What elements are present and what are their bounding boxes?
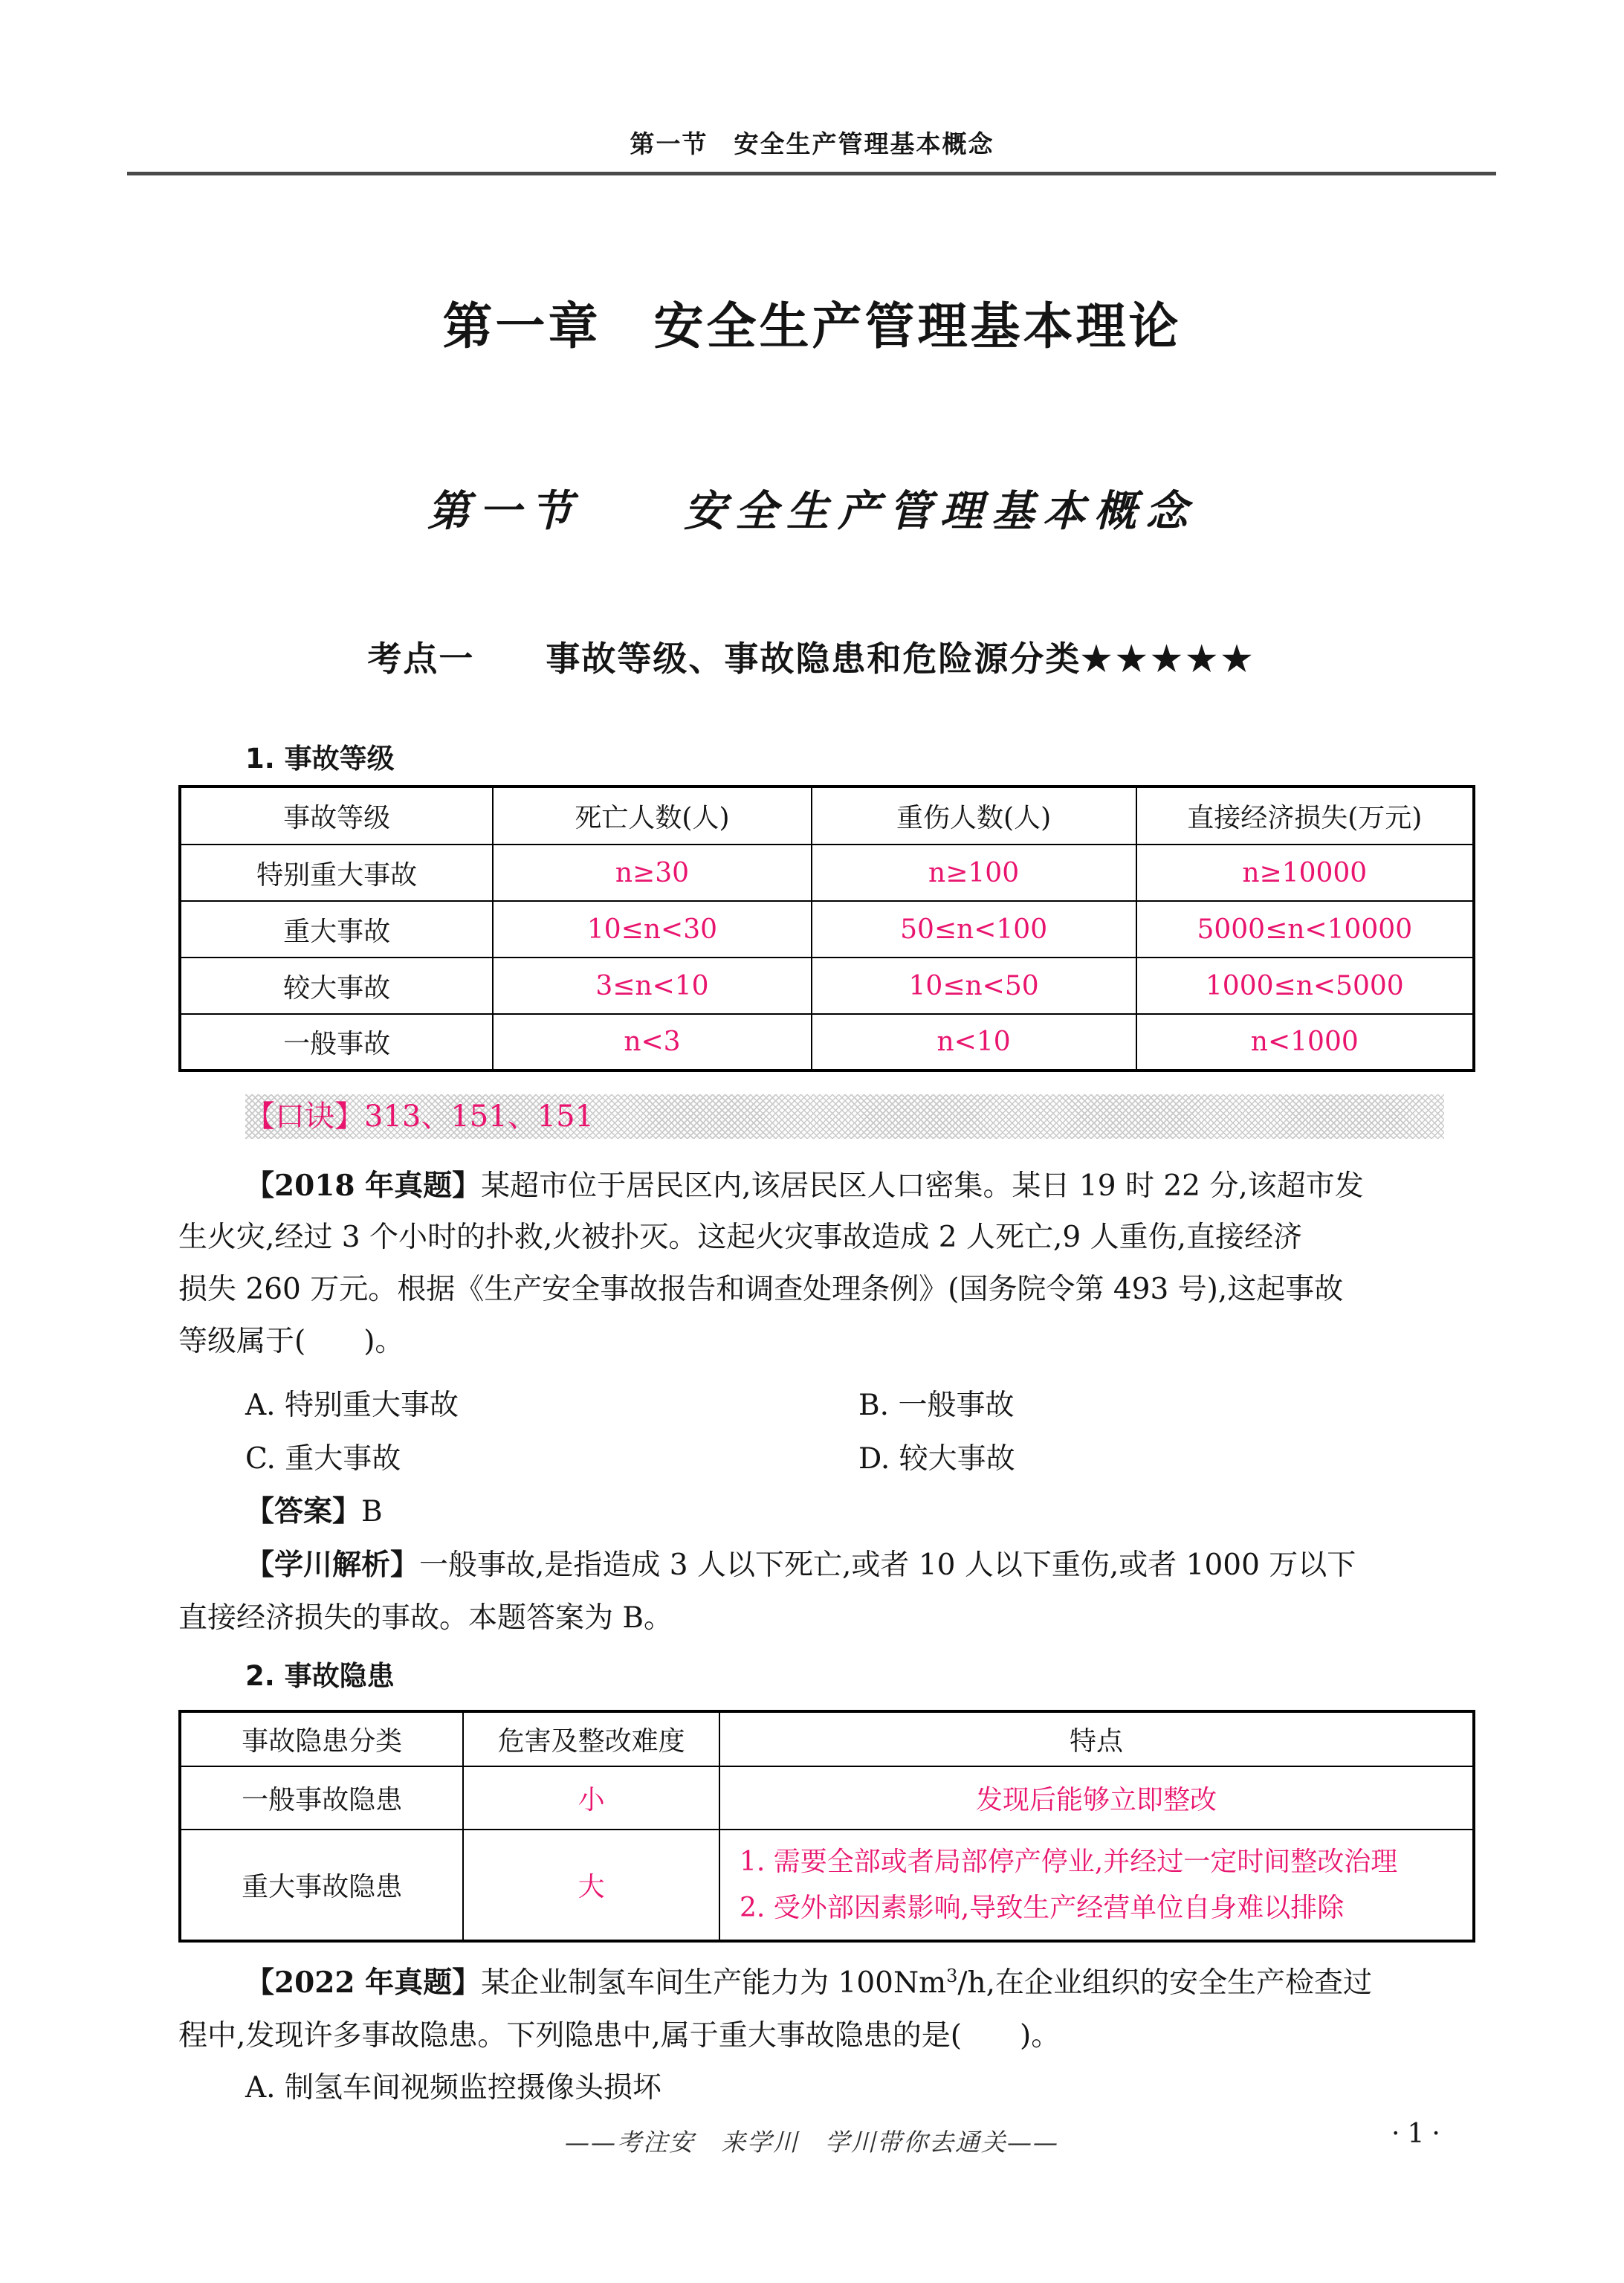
value-cell: n<10 (812, 1014, 1136, 1071)
question-2018-line2: 生火灾,经过 3 个小时的扑救,火被扑灭。这起火灾事故造成 2 人死亡,9 人重伤,直接经济 (178, 1221, 1303, 1254)
value-cell: n<1000 (1136, 1014, 1474, 1071)
analysis-line1-text: 一般事故,是指造成 3 人以下死亡,或者 10 人以下重伤,或者 1000 万以下 (419, 1549, 1356, 1582)
difficulty-cell: 大 (463, 1830, 719, 1941)
table-row (180, 1830, 1474, 1941)
mnemonic-strip (245, 1094, 1444, 1139)
category-cell: 一般事故隐患 (180, 1766, 463, 1830)
value-cell: 1000≤n<5000 (1136, 958, 1474, 1014)
value-cell: 3≤n<10 (493, 958, 811, 1014)
subhead-hidden-dangers: 2. 事故隐患 (245, 1660, 395, 1692)
question-2022-option-a: A. 制氢车间视频监控摄像头损坏 (245, 2071, 661, 2105)
col-header: 重伤人数(人) (812, 787, 1136, 845)
question-2018-line1-text: 某超市位于居民区内,该居民区人口密集。某日 19 时 22 分,该超市发 (481, 1169, 1364, 1203)
value-cell: 50≤n<100 (812, 901, 1136, 958)
star-rating: ★★★★★ (1081, 639, 1257, 679)
level-cell: 重大事故 (180, 901, 493, 958)
level-cell: 特别重大事故 (180, 845, 493, 901)
answer-line (245, 1493, 383, 1531)
value-cell: n≥10000 (1136, 845, 1474, 901)
col-header: 事故隐患分类 (180, 1711, 463, 1766)
question-2018-line1 (245, 1167, 1364, 1205)
chapter-title: 第一章 安全生产管理基本理论 (442, 297, 1182, 355)
page-number: ·1· (1391, 2119, 1448, 2149)
col-header: 特点 (719, 1711, 1474, 1766)
table-row (180, 1014, 1474, 1071)
superscript-cube: 3 (946, 1966, 958, 1986)
analysis-lead: 【学川解析】 (245, 1548, 420, 1582)
footer-slogan: ——考注安 来学川 学川带你去通关—— (565, 2128, 1059, 2157)
key-point-heading (0, 632, 1624, 681)
category-cell: 重大事故隐患 (180, 1830, 463, 1941)
analysis-line2: 直接经济损失的事故。本题答案为 B。 (178, 1601, 673, 1635)
option-b: B. 一般事故 (858, 1389, 1015, 1422)
option-a: A. 特别重大事故 (245, 1389, 459, 1422)
table-row (180, 958, 1474, 1014)
table-row (180, 845, 1474, 901)
features-cell: 发现后能够立即整改 (719, 1766, 1474, 1830)
col-header: 直接经济损失(万元) (1136, 787, 1474, 845)
col-header: 危害及整改难度 (463, 1711, 719, 1766)
subhead-accident-levels: 1. 事故等级 (245, 743, 395, 775)
question-2018-line3: 损失 260 万元。根据《生产安全事故报告和调查处理条例》(国务院令第 493 号),这起事故 (178, 1273, 1344, 1306)
question-2022-lead: 【2022 年真题】 (245, 1966, 482, 2000)
level-cell: 较大事故 (180, 958, 493, 1014)
accident-level-table (178, 785, 1475, 1072)
question-2018-line4: 等级属于( )。 (178, 1325, 404, 1358)
analysis-line1 (245, 1546, 1356, 1584)
feature-item: 2. 受外部因素影响,导致生产经营单位自身难以排除 (739, 1892, 1345, 1923)
question-2018-lead: 【2018 年真题】 (245, 1169, 482, 1203)
feature-item: 1. 需要全部或者局部停产停业,并经过一定时间整改治理 (739, 1846, 1398, 1877)
table-row (180, 901, 1474, 958)
value-cell: n≥100 (812, 845, 1136, 901)
mnemonic-text: 313、151、151 (364, 1099, 595, 1134)
difficulty-cell: 小 (463, 1766, 719, 1830)
mnemonic-label: 【口诀】 (245, 1099, 364, 1134)
value-cell: 10≤n<50 (812, 958, 1136, 1014)
value-cell: 5000≤n<10000 (1136, 901, 1474, 958)
value-cell: n≥30 (493, 845, 811, 901)
table-header-row (180, 787, 1474, 845)
col-header: 事故等级 (180, 787, 493, 845)
question-2022-line2: 程中,发现许多事故隐患。下列隐患中,属于重大事故隐患的是( )。 (178, 2019, 1061, 2053)
value-cell: n<3 (493, 1014, 811, 1071)
question-2022-line1 (245, 1964, 1372, 2002)
key-point-title: 考点一 事故等级、事故隐患和危险源分类 (367, 639, 1081, 679)
section-title: 第一节 安全生产管理基本概念 (427, 486, 1197, 536)
col-header: 死亡人数(人) (493, 787, 811, 845)
question-2022-seg1: 某企业制氢车间生产能力为 100Nm (481, 1966, 947, 2000)
question-2022-seg2: /h,在企业组织的安全生产检查过 (957, 1966, 1373, 2000)
option-d: D. 较大事故 (858, 1442, 1015, 1476)
header-rule (127, 172, 1496, 175)
value-cell: 10≤n<30 (493, 901, 811, 958)
hidden-danger-table (178, 1710, 1475, 1943)
answer-label: 【答案】 (245, 1494, 362, 1528)
table-header-row (180, 1711, 1474, 1766)
level-cell: 一般事故 (180, 1014, 493, 1071)
option-c: C. 重大事故 (245, 1442, 401, 1476)
answer-value: B (361, 1495, 383, 1528)
features-cell (719, 1830, 1474, 1941)
table-row (180, 1766, 1474, 1830)
running-header: 第一节 安全生产管理基本概念 (630, 129, 994, 158)
